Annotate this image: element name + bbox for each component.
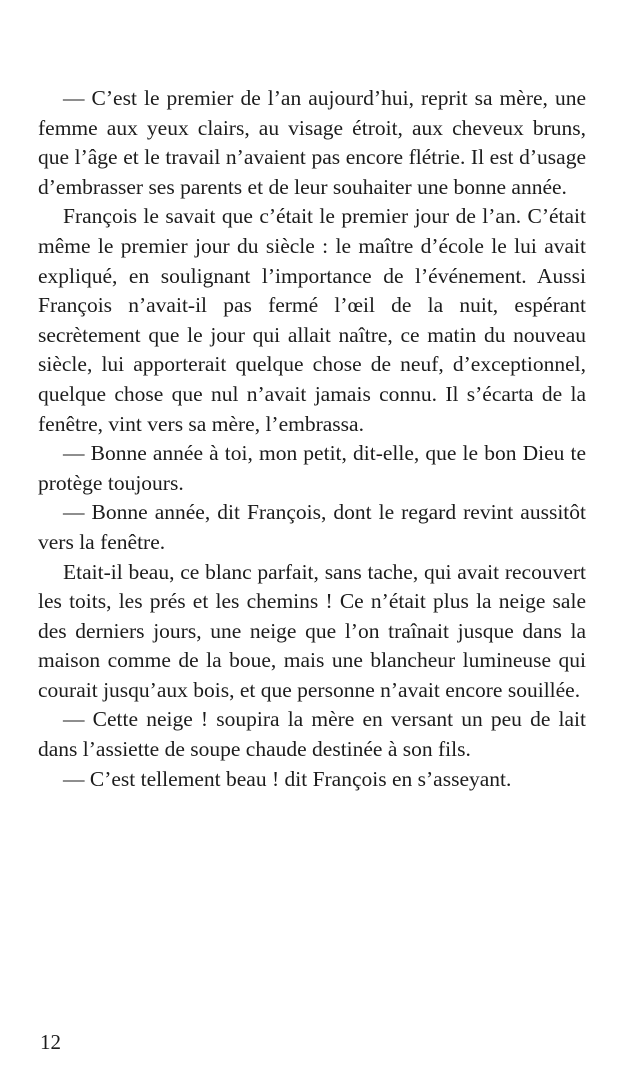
paragraph-7: — C’est tellement beau ! dit François en s’asseyant.	[63, 766, 512, 791]
paragraph-2: François le savait que c’était le premier jour de l’an. C’était même le premier jour du siècle : le maître d’école le lui avait expliqué, en soulignant l’importance de l’événement. Aussi François n’avait-il pas fermé l’œil de la nuit, espérant secrètement que le jour qui allait naître, ce matin du nouveau siècle, lui apporterait quelque chose de neuf, d’exceptionnel, quelque chose que nul n’avait jamais connu. Il s’écarta de la fenêtre, vint vers sa mère, l’embrassa.	[38, 204, 586, 436]
paragraph-1: — C’est le premier de l’an aujourd’hui, reprit sa mère, une femme aux yeux clairs, au visage étroit, aux cheveux bruns, que l’âge et le travail n’avaient pas encore flétrie. Il est d’usage d’embrasser ses parents et de leur souhaiter une bonne année.	[38, 86, 586, 199]
page-number: 12	[40, 1030, 61, 1054]
paragraph-4: — Bonne année, dit François, dont le regard revint aussitôt vers la fenêtre.	[38, 500, 586, 554]
paragraph-5: Etait-il beau, ce blanc parfait, sans tache, qui avait recouvert les toits, les prés et les chemins ! Ce n’était plus la neige sale des derniers jours, une neige que l’on traînait jusque dans la maison comme de la boue, mais une blancheur lumineuse qui courait jusqu’aux bois, et que personne n’avait encore souillée.	[38, 559, 586, 702]
page-text	[38, 84, 586, 794]
paragraph-3: — Bonne année à toi, mon petit, dit-elle, que le bon Dieu te protège toujours.	[38, 441, 586, 495]
paragraph-6: — Cette neige ! soupira la mère en versant un peu de lait dans l’assiette de soupe chaude destinée à son fils.	[38, 707, 586, 762]
